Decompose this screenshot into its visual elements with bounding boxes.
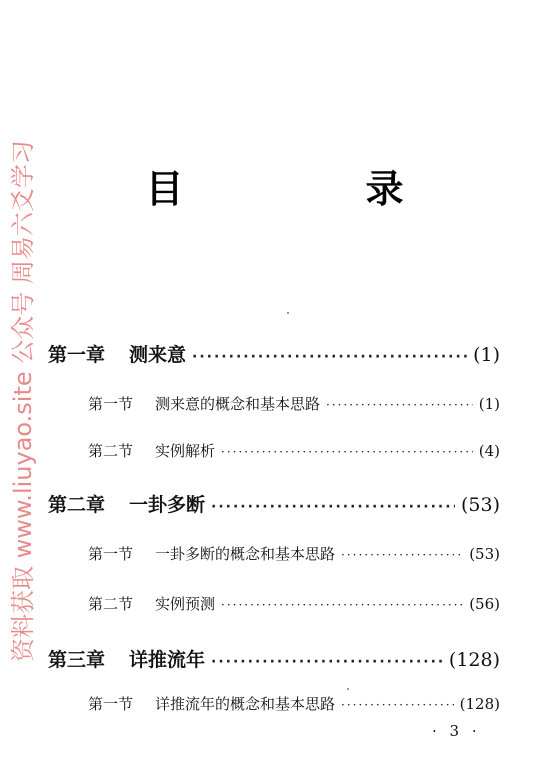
watermark-graphic — [6, 0, 40, 767]
watermark — [6, 0, 40, 767]
page-number: (128) — [448, 649, 500, 671]
page-number: (53) — [460, 494, 500, 516]
scan-speck — [347, 688, 349, 690]
section-title: 实例预测 — [155, 595, 216, 613]
section-title: 测来意的概念和基本思路 — [155, 395, 321, 413]
toc-chapter-2 — [48, 490, 500, 517]
watermark-text: 资料获取 www.liuyao.site 公众号 周易六爻学习 — [9, 140, 37, 662]
page-number: (56) — [469, 595, 500, 613]
page-number: (1) — [478, 395, 500, 413]
chapter-title: 测来意 — [129, 344, 187, 366]
dot-leader — [326, 398, 473, 412]
dot-leader — [221, 445, 473, 459]
chapter-title: 详推流年 — [129, 649, 206, 671]
toc-chapter-1 — [48, 340, 500, 367]
toc-section-2-2 — [88, 593, 500, 614]
section-title: 详推流年的概念和基本思路 — [155, 695, 336, 713]
section-title: 实例解析 — [155, 442, 216, 460]
chapter-number: 第三章 — [48, 649, 106, 671]
section-title: 一卦多断的概念和基本思路 — [155, 545, 336, 563]
section-number: 第二节 — [88, 595, 134, 613]
page-title: 目 录 — [145, 167, 476, 211]
page-number: (53) — [469, 545, 500, 563]
section-number: 第一节 — [88, 695, 134, 713]
chapter-number: 第二章 — [48, 494, 106, 516]
dot-leader — [211, 499, 455, 515]
toc-section-3-1 — [88, 693, 500, 714]
toc-section-1-1 — [88, 393, 500, 414]
page-folio: · 3 · — [432, 722, 481, 740]
section-number: 第一节 — [88, 395, 134, 413]
page-number: (4) — [478, 442, 500, 460]
dot-leader — [221, 598, 463, 612]
dot-leader — [341, 548, 463, 562]
section-number: 第一节 — [88, 545, 134, 563]
page-number: (1) — [473, 344, 500, 366]
chapter-number: 第一章 — [48, 344, 106, 366]
dot-leader — [211, 654, 443, 670]
dot-leader — [341, 698, 454, 712]
dot-leader — [192, 349, 467, 365]
section-number: 第二节 — [88, 442, 134, 460]
toc-section-1-2 — [88, 440, 500, 461]
chapter-title: 一卦多断 — [129, 494, 206, 516]
toc-chapter-3 — [48, 645, 500, 672]
toc-section-2-1 — [88, 543, 500, 564]
scan-speck — [287, 312, 289, 314]
page-number: (128) — [459, 695, 500, 713]
